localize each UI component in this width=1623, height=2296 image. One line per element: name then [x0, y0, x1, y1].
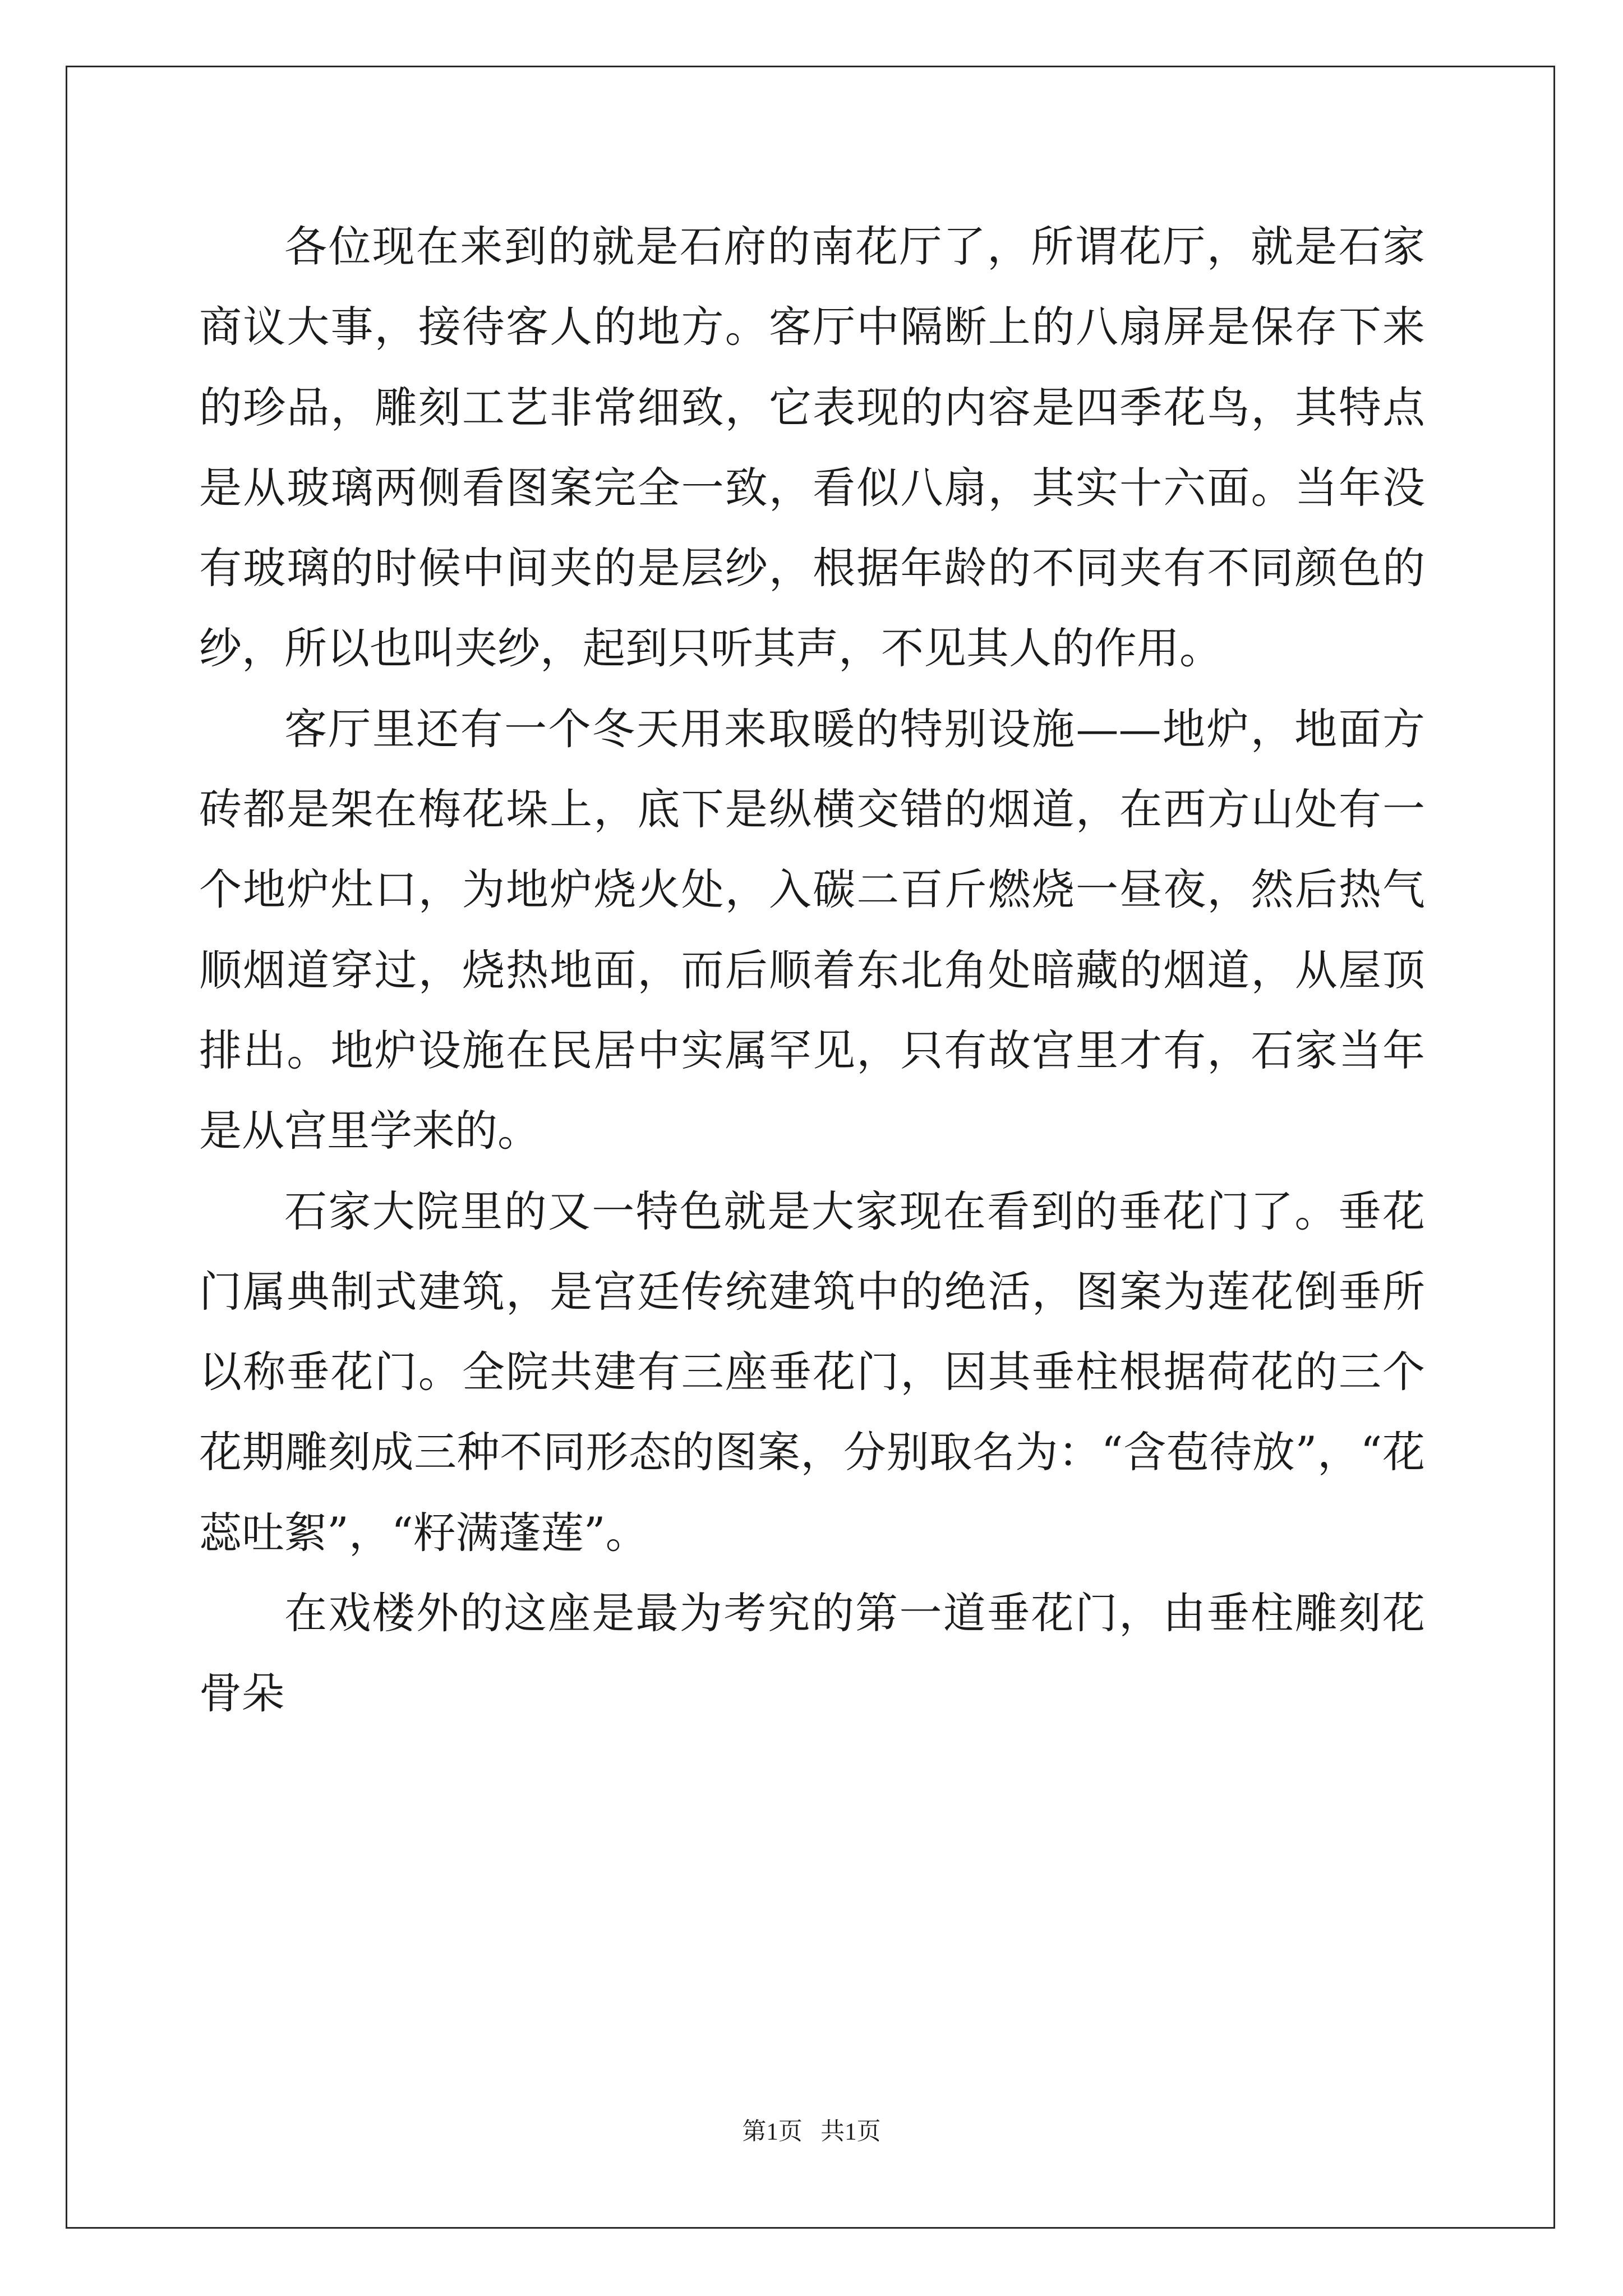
paragraph-4 [199, 1573, 1425, 1734]
page-total: 共1页 [820, 2119, 881, 2145]
text-line: 种不同形态的图案，分别取名为：“含苞待放”，“花蕊吐絮”，“籽 [199, 1427, 1425, 1558]
text-line: 夹的是层纱，根据年龄的不同夹有不同颜色的纱，所以也叫夹纱，起 [199, 543, 1426, 674]
text-line: 各位现在来到的就是石府的南花厅了，所谓花厅，就是石家商议 [199, 222, 1425, 352]
document-body [199, 206, 1425, 1734]
text-line: 在戏楼外的这座是最为考究的第一道垂花门，由垂柱雕刻花骨朵 [199, 1588, 1425, 1719]
text-line: 客厅里还有一个冬天用来取暖的特别设施——地炉，地面方砖都 [199, 703, 1425, 835]
text-line: 民居中实属罕见，只有故宫里才有，石家当年是从宫里学来的。 [199, 1025, 1426, 1156]
text-line: 到只听其声，不见其人的作用。 [625, 623, 1222, 674]
text-line: 石家大院里的又一特色就是大家现在看到的垂花门了。垂花门属 [199, 1186, 1425, 1317]
text-line: 烧热地面，而后顺着东北角处暗藏的烟道，从屋顶排出。地炉设施在 [199, 945, 1426, 1075]
text-line: 是架在梅花垛上，底下是纵横交错的烟道，在西方山处有一个地炉灶 [199, 784, 1425, 915]
text-line: 看图案完全一致，看似八扇，其实十六面。当年没有玻璃的时候中间 [199, 462, 1426, 593]
text-line: 典制式建筑，是宫廷传统建筑中的绝活，图案为莲花倒垂所以称垂花 [199, 1266, 1425, 1397]
page-number: 第1页 [742, 2119, 803, 2145]
paragraph-1 [199, 206, 1425, 689]
text-line: 雕刻工艺非常细致，它表现的内容是四季花鸟，其特点是从玻璃两侧 [199, 382, 1426, 513]
text-line: 门。全院共建有三座垂花门，因其垂柱根据荷花的三个花期雕刻成三 [199, 1347, 1426, 1478]
text-line: 口，为地炉烧火处，入碳二百斤燃烧一昼夜，然后热气顺烟道穿过， [199, 864, 1426, 995]
page-footer [0, 2115, 1623, 2149]
text-line: 大事，接待客人的地方。客厅中隔断上的八扇屏是保存下来的珍品， [199, 302, 1425, 432]
paragraph-3 [199, 1171, 1425, 1573]
paragraph-2 [199, 689, 1425, 1171]
text-line: 满蓬莲”。 [455, 1507, 648, 1558]
